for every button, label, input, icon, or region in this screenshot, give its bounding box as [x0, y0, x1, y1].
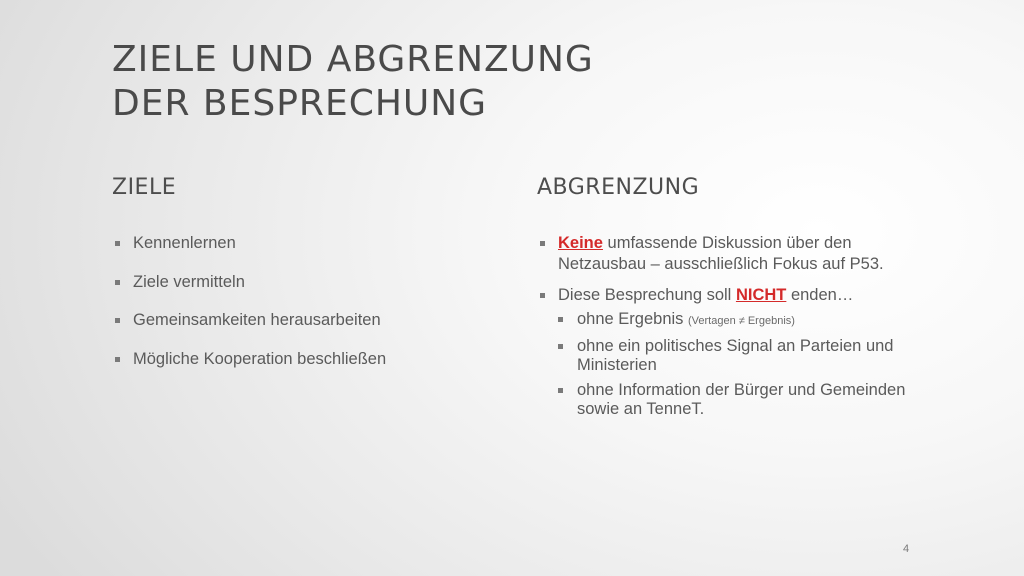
- list-item: [112, 272, 492, 293]
- list-item: [537, 285, 917, 419]
- square-bullet-icon: [558, 388, 563, 393]
- square-bullet-icon: [540, 241, 545, 246]
- square-bullet-icon: [115, 357, 120, 362]
- square-bullet-icon: [540, 293, 545, 298]
- page-number: 4: [903, 543, 910, 555]
- sub-list: [558, 310, 917, 419]
- square-bullet-icon: [558, 344, 563, 349]
- square-bullet-icon: [115, 318, 120, 323]
- square-bullet-icon: [115, 241, 120, 246]
- list-item: [537, 233, 917, 275]
- scope-text-after: enden…: [786, 286, 854, 304]
- scope-heading: ABGRENZUNG: [537, 175, 700, 200]
- emphasis-keine: Keine: [558, 234, 603, 252]
- slide-title: [112, 38, 912, 126]
- list-item: [112, 233, 492, 254]
- square-bullet-icon: [115, 280, 120, 285]
- sub-item-text: ohne ein politisches Signal an Parteien und Ministerien: [577, 337, 894, 374]
- sub-item-note: (Vertagen ≠ Ergebnis): [688, 315, 795, 327]
- goals-heading: ZIELE: [112, 175, 177, 200]
- list-item: [112, 310, 492, 331]
- sub-list-item: [558, 337, 917, 375]
- slide-title-line-2: DER BESPRECHUNG: [112, 83, 488, 124]
- square-bullet-icon: [558, 317, 563, 322]
- sub-item-text: ohne Ergebnis: [577, 310, 688, 328]
- scope-list: [537, 233, 917, 429]
- scope-text: umfassende Diskussion über den Netzausbau – ausschließlich Fokus auf P53.: [558, 234, 884, 273]
- goal-text: Mögliche Kooperation beschließen: [133, 349, 387, 368]
- sub-item-text: ohne Information der Bürger und Gemeinden sowie an TenneT.: [577, 381, 906, 418]
- goals-list: [112, 233, 492, 387]
- sub-list-item: [558, 310, 917, 331]
- list-item: [112, 349, 492, 370]
- goal-text: Kennenlernen: [133, 234, 236, 252]
- goal-text: Gemeinsamkeiten herausarbeiten: [133, 311, 381, 329]
- sub-list-item: [558, 381, 917, 419]
- emphasis-nicht: NICHT: [735, 286, 787, 304]
- goal-text: Ziele vermitteln: [133, 272, 245, 291]
- scope-text-before: Diese Besprechung soll: [558, 286, 736, 304]
- slide-title-line-1: ZIELE UND ABGRENZUNG: [112, 39, 594, 80]
